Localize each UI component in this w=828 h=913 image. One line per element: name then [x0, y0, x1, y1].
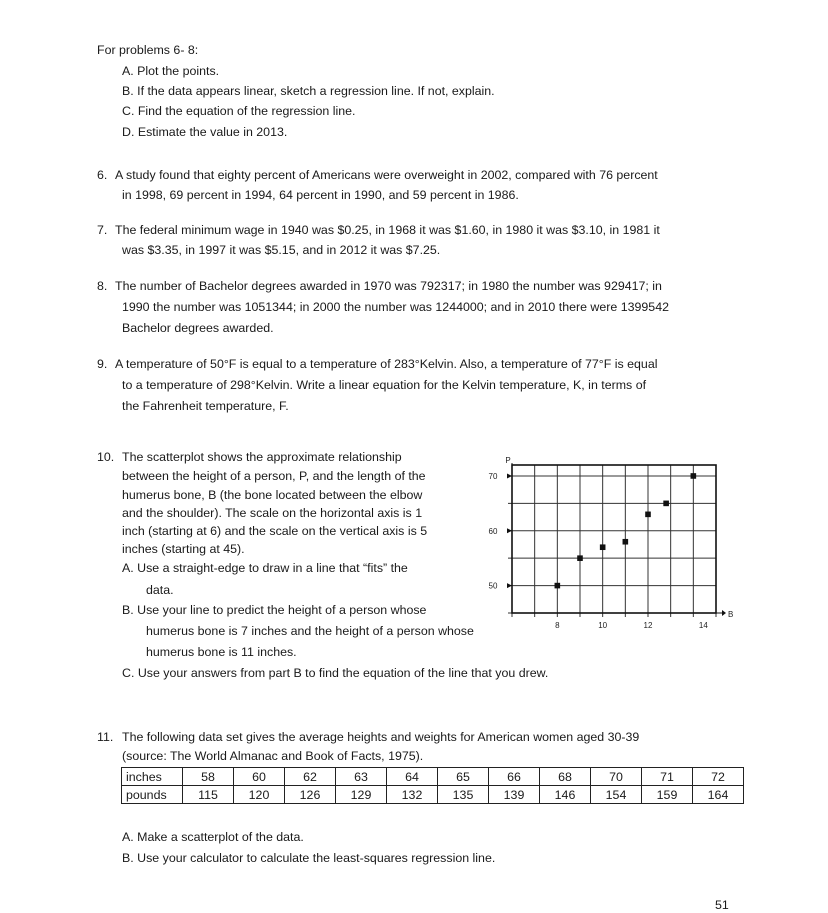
problem-10-line-2: between the height of a person, P, and the length of the [122, 469, 426, 483]
problem-9-line-2: to a temperature of 298°Kelvin. Write a linear equation for the Kelvin temperature, K, in terms of [122, 378, 647, 392]
problem-10-part-a-line-1: A. Use a straight-edge to draw in a line that “fits” the [122, 561, 408, 575]
table-cell-inches: 70 [591, 768, 642, 786]
table-cell-pounds: 129 [336, 786, 387, 804]
table-cell-inches: 68 [540, 768, 591, 786]
problem-10-line-1: The scatterplot shows the approximate relationship [122, 450, 402, 464]
x-tick-label: 12 [643, 621, 653, 630]
height-weight-table [121, 767, 744, 804]
data-point [600, 544, 606, 550]
y-axis-label: P [505, 456, 511, 465]
problem-8-line-2: 1990 the number was 1051344; in 2000 the number was 1244000; and in 2010 there were 1399542 [122, 300, 669, 314]
problem-9-number: 9. [97, 357, 108, 371]
table-cell-pounds: 115 [183, 786, 234, 804]
table-cell-pounds: 159 [642, 786, 693, 804]
table-cell-inches: 64 [387, 768, 438, 786]
problem-8-number: 8. [97, 279, 108, 293]
y-tick-label: 50 [488, 581, 498, 591]
data-point [577, 555, 583, 561]
problem-10-part-b-line-2: humerus bone is 7 inches and the height of a person whose [146, 624, 474, 638]
x-tick-label: 10 [598, 621, 608, 630]
chart-labels [489, 456, 734, 630]
problem-7-line-1: The federal minimum wage in 1940 was $0.25, in 1968 it was $1.60, in 1980 it was $3.10, in 1981 it [115, 223, 660, 237]
table-header-pounds: pounds [122, 786, 183, 804]
plot-border [512, 465, 716, 613]
y-tick-label: 70 [488, 471, 498, 481]
page-number: 51 [715, 898, 729, 912]
problem-11-line-1: The following data set gives the average heights and weights for American women aged 30-39 [122, 730, 640, 744]
data-point [623, 539, 629, 545]
table-cell-pounds: 139 [489, 786, 540, 804]
problem-6-line-2: in 1998, 69 percent in 1994, 64 percent in 1990, and 59 percent in 1986. [122, 188, 519, 202]
table-header-inches: inches [122, 768, 183, 786]
problem-10-part-b-line-1: B. Use your line to predict the height of a person whose [122, 603, 427, 617]
problem-10-line-6: inches (starting at 45). [122, 542, 245, 556]
chart-grid [508, 465, 716, 617]
table-cell-inches: 60 [234, 768, 285, 786]
table-cell-pounds: 135 [438, 786, 489, 804]
humerus-scatterplot [470, 452, 740, 637]
x-tick-label: 8 [555, 621, 560, 630]
intro-step-b: B. If the data appears linear, sketch a regression line. If not, explain. [122, 84, 495, 98]
problem-10-line-3: humerus bone, B (the bone located between the elbow [122, 488, 423, 502]
problem-6-line-1: A study found that eighty percent of Americans were overweight in 2002, compared with 76 percent [115, 168, 658, 182]
problem-8-line-3: Bachelor degrees awarded. [122, 321, 274, 335]
table-cell-pounds: 120 [234, 786, 285, 804]
intro-heading: For problems 6- 8: [97, 43, 199, 57]
table-row-inches [122, 768, 744, 786]
table-cell-pounds: 154 [591, 786, 642, 804]
problem-9-line-1: A temperature of 50°F is equal to a temperature of 283°Kelvin. Also, a temperature of 77°F is equal [115, 357, 658, 371]
problem-10-line-4: and the shoulder). The scale on the horizontal axis is 1 [122, 506, 423, 520]
table-cell-inches: 66 [489, 768, 540, 786]
table-cell-inches: 58 [183, 768, 234, 786]
table-cell-pounds: 146 [540, 786, 591, 804]
table-cell-pounds: 126 [285, 786, 336, 804]
problem-10-number: 10. [97, 450, 115, 464]
problem-8-line-1: The number of Bachelor degrees awarded in 1970 was 792317; in 1980 the number was 929417; in [115, 279, 662, 293]
intro-step-d: D. Estimate the value in 2013. [122, 125, 288, 139]
problem-6-number: 6. [97, 168, 108, 182]
problem-7-line-2: was $3.35, in 1997 it was $5.15, and in 2012 it was $7.25. [122, 243, 441, 257]
table-cell-pounds: 132 [387, 786, 438, 804]
problem-11-number: 11. [97, 730, 114, 744]
table-cell-inches: 63 [336, 768, 387, 786]
problem-11-part-b: B. Use your calculator to calculate the least-squares regression line. [122, 851, 496, 865]
problem-10-line-5: inch (starting at 6) and the scale on the vertical axis is 5 [122, 524, 428, 538]
problem-10-part-c: C. Use your answers from part B to find the equation of the line that you drew. [122, 666, 549, 680]
problem-11-part-a: A. Make a scatterplot of the data. [122, 830, 304, 844]
data-point [691, 473, 697, 479]
problem-10-part-b-line-3: humerus bone is 11 inches. [146, 645, 297, 659]
y-tick-label: 60 [488, 526, 498, 536]
intro-step-a: A. Plot the points. [122, 64, 220, 78]
table-cell-inches: 72 [693, 768, 744, 786]
data-point [663, 501, 669, 507]
data-point [555, 583, 561, 589]
table-cell-inches: 65 [438, 768, 489, 786]
problem-7-number: 7. [97, 223, 108, 237]
x-axis-label: B [728, 610, 734, 619]
x-axis-arrow [722, 610, 726, 616]
problem-11-line-2: (source: The World Almanac and Book of Facts, 1975). [122, 749, 424, 763]
table-cell-inches: 71 [642, 768, 693, 786]
intro-step-c: C. Find the equation of the regression line. [122, 104, 356, 118]
table-row-pounds [122, 786, 744, 804]
problem-10-part-a-line-2: data. [146, 583, 174, 597]
problem-9-line-3: the Fahrenheit temperature, F. [122, 399, 289, 413]
table-cell-inches: 62 [285, 768, 336, 786]
table-cell-pounds: 164 [693, 786, 744, 804]
x-tick-label: 14 [698, 621, 708, 630]
data-point [645, 512, 651, 518]
